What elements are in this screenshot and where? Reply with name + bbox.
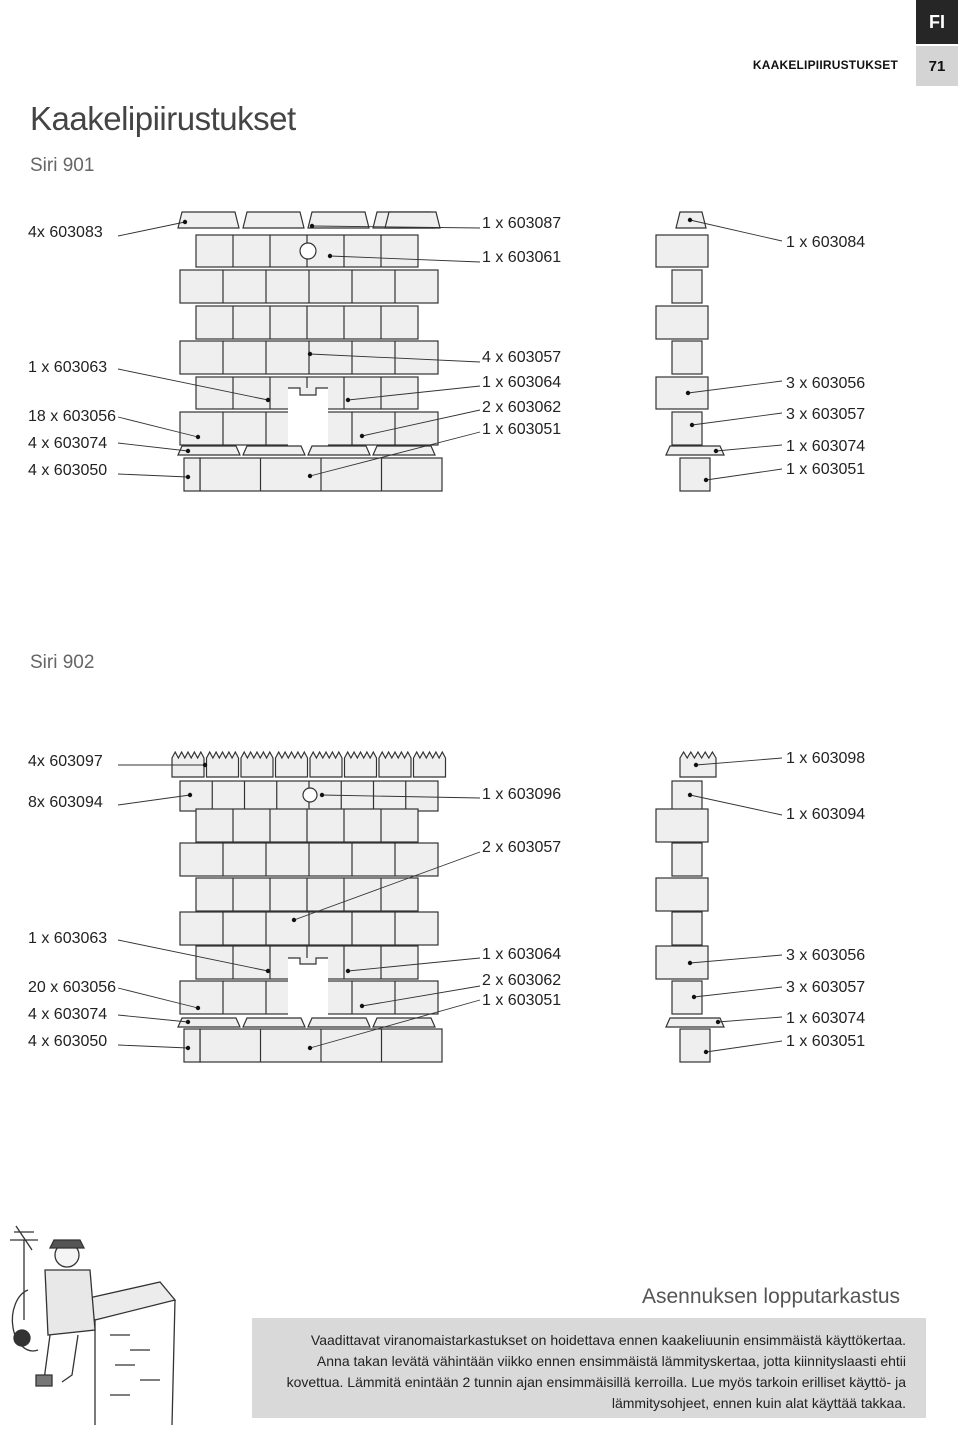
- plinth-tile: [243, 1018, 305, 1027]
- crown-tile: [276, 752, 308, 777]
- tile-row: [656, 809, 708, 842]
- leader-dot: [266, 969, 270, 973]
- top-cornice-tile: [308, 212, 369, 228]
- leader-dot: [360, 1004, 364, 1008]
- label-s902-right-4: 2 x 603062: [482, 972, 562, 989]
- top-cornice-tile: [178, 212, 239, 228]
- leader-dot: [704, 478, 708, 482]
- tile-row: [672, 781, 702, 811]
- leader-line: [118, 222, 185, 236]
- label-s901-side-2: 3 x 603056: [786, 375, 866, 392]
- leader-dot: [292, 918, 296, 922]
- final-check-line: Anna takan levätä vähintään viikko ennen ensimmäistä lämmityskertaa, jotta kiinnityslaasti ehtii: [316, 1353, 906, 1369]
- leader-line: [118, 1015, 188, 1022]
- leader-line: [716, 445, 782, 451]
- label-s901-side-4: 1 x 603074: [786, 438, 866, 455]
- tile-row: [656, 377, 708, 409]
- label-s902-left-5: 4 x 603074: [28, 1006, 108, 1023]
- label-s901-right-1: 1 x 603087: [482, 215, 562, 232]
- leader-dot: [188, 793, 192, 797]
- label-s902-left-4: 20 x 603056: [28, 979, 117, 996]
- sweep-hat: [50, 1240, 84, 1248]
- final-check-title: Asennuksen lopputarkastus: [642, 1285, 900, 1308]
- chimney-sweep-illustration: [10, 1226, 175, 1425]
- leader-dot: [186, 1046, 190, 1050]
- leader-line: [694, 987, 782, 997]
- leader-dot: [308, 1046, 312, 1050]
- leader-dot: [346, 398, 350, 402]
- leader-dot: [266, 398, 270, 402]
- leader-line: [118, 795, 190, 805]
- chimney-bricks: [110, 1335, 160, 1395]
- leader-dot: [690, 423, 694, 427]
- label-s901-left-2: 1 x 603063: [28, 359, 108, 376]
- leader-dot: [203, 763, 207, 767]
- tile-row: [672, 912, 702, 945]
- label-s901-right-4: 1 x 603064: [482, 374, 562, 391]
- leader-dot: [716, 1020, 720, 1024]
- tile-row: [184, 458, 200, 491]
- label-s902-side-1: 1 x 603098: [786, 750, 866, 767]
- tile-row: [672, 270, 702, 303]
- label-s901-side-3: 3 x 603057: [786, 406, 866, 423]
- label-s901-side-1: 1 x 603084: [786, 234, 866, 251]
- label-s901-right-2: 1 x 603061: [482, 249, 562, 266]
- chimney-body: [95, 1300, 175, 1425]
- section-title-siri-902: Siri 902: [30, 652, 95, 673]
- plinth-tile: [243, 446, 305, 455]
- leader-dot: [308, 352, 312, 356]
- label-s901-left-3: 18 x 603056: [28, 408, 117, 425]
- leader-dot: [186, 475, 190, 479]
- leader-line: [718, 1017, 782, 1022]
- leader-dot: [704, 1050, 708, 1054]
- leader-line: [692, 413, 782, 425]
- leader-dot: [186, 449, 190, 453]
- leader-dot: [328, 254, 332, 258]
- leader-dot: [308, 474, 312, 478]
- label-s902-side-3: 3 x 603056: [786, 947, 866, 964]
- label-s901-right-5: 2 x 603062: [482, 399, 562, 416]
- sweep-boot: [36, 1375, 52, 1386]
- leader-line: [706, 1041, 782, 1052]
- leader-dot: [196, 1006, 200, 1010]
- tile-row: [672, 981, 702, 1014]
- leader-dot: [183, 220, 187, 224]
- label-s902-right-1: 1 x 603096: [482, 786, 562, 803]
- final-check-line: kovettua. Lämmitä enintään 2 tunnin ajan ensimmäisillä kerroilla. Lue myös tarkoin erilliset käyttö- ja: [286, 1374, 906, 1390]
- leader-dot: [686, 391, 690, 395]
- plinth-tile: [308, 1018, 370, 1027]
- leader-dot: [692, 995, 696, 999]
- final-check-line: Vaadittavat viranomaistarkastukset on hoidettava ennen kaakeliuunin ensimmäistä käyttökertaa.: [310, 1332, 906, 1348]
- air-vent-tile: [300, 243, 316, 259]
- firebox-opening: [288, 388, 328, 448]
- label-s901-left-1: 4x 603083: [28, 224, 103, 241]
- plinth-tile: [308, 446, 370, 455]
- label-s902-side-6: 1 x 603051: [786, 1033, 866, 1050]
- tile-row: [672, 341, 702, 374]
- sweep-body: [45, 1270, 95, 1335]
- leader-dot: [714, 449, 718, 453]
- tile-row: [680, 1029, 710, 1062]
- label-s902-side-2: 1 x 603094: [786, 806, 866, 823]
- top-cornice-tile: [385, 212, 440, 228]
- label-s901-right-3: 4 x 603057: [482, 349, 562, 366]
- tile-row: [672, 412, 702, 445]
- plinth-tile: [666, 1018, 724, 1027]
- leader-line: [118, 1045, 188, 1048]
- leader-line: [118, 443, 188, 451]
- label-s901-right-6: 1 x 603051: [482, 421, 562, 438]
- air-vent-tile: [303, 788, 317, 802]
- leader-line: [118, 474, 188, 477]
- page-title: Kaakelipiirustukset: [30, 100, 296, 137]
- label-s902-right-5: 1 x 603051: [482, 992, 562, 1009]
- leader-dot: [688, 961, 692, 965]
- page-number: 71: [916, 46, 958, 86]
- tile-row: [184, 1029, 200, 1062]
- leader-dot: [688, 793, 692, 797]
- crown-tile: [172, 752, 204, 777]
- crown-tile: [379, 752, 411, 777]
- leader-dot: [688, 218, 692, 222]
- leader-dot: [360, 434, 364, 438]
- plinth-tile: [373, 446, 435, 455]
- label-s902-left-6: 4 x 603050: [28, 1033, 108, 1050]
- label-s901-left-4: 4 x 603074: [28, 435, 108, 452]
- final-check-line: lämmitysohjeet, ennen kuin alat käyttää takkaa.: [611, 1395, 906, 1411]
- label-s902-left-2: 8x 603094: [28, 794, 103, 811]
- crown-tile: [345, 752, 377, 777]
- crown-tile: [310, 752, 342, 777]
- plinth-tile: [373, 1018, 435, 1027]
- crown-tile: [241, 752, 273, 777]
- leader-dot: [320, 793, 324, 797]
- section-title-siri-901: Siri 901: [30, 155, 95, 176]
- tile-row: [680, 458, 710, 491]
- running-head: KAAKELIPIIRUSTUKSET: [752, 58, 898, 72]
- tile-row: [656, 306, 708, 339]
- label-s902-left-3: 1 x 603063: [28, 930, 108, 947]
- label-s902-right-3: 1 x 603064: [482, 946, 562, 963]
- label-s902-side-4: 3 x 603057: [786, 979, 866, 996]
- crown-tile: [207, 752, 239, 777]
- leader-dot: [196, 435, 200, 439]
- tile-row: [672, 843, 702, 876]
- label-s902-right-2: 2 x 603057: [482, 839, 562, 856]
- label-s901-left-5: 4 x 603050: [28, 462, 108, 479]
- leader-dot: [310, 224, 314, 228]
- leader-dot: [346, 969, 350, 973]
- leader-line: [706, 469, 782, 480]
- tile-row: [656, 235, 708, 267]
- language-tab: FI: [916, 0, 958, 44]
- top-cornice-tile: [243, 212, 304, 228]
- final-check-text: [256, 1330, 906, 1414]
- crown-tile: [414, 752, 446, 777]
- label-s901-side-5: 1 x 603051: [786, 461, 866, 478]
- leader-dot: [186, 1020, 190, 1024]
- label-s902-side-5: 1 x 603074: [786, 1010, 866, 1027]
- leader-dot: [694, 763, 698, 767]
- firebox-opening: [288, 958, 328, 1018]
- label-s902-left-1: 4x 603097: [28, 753, 103, 770]
- tile-row: [656, 878, 708, 911]
